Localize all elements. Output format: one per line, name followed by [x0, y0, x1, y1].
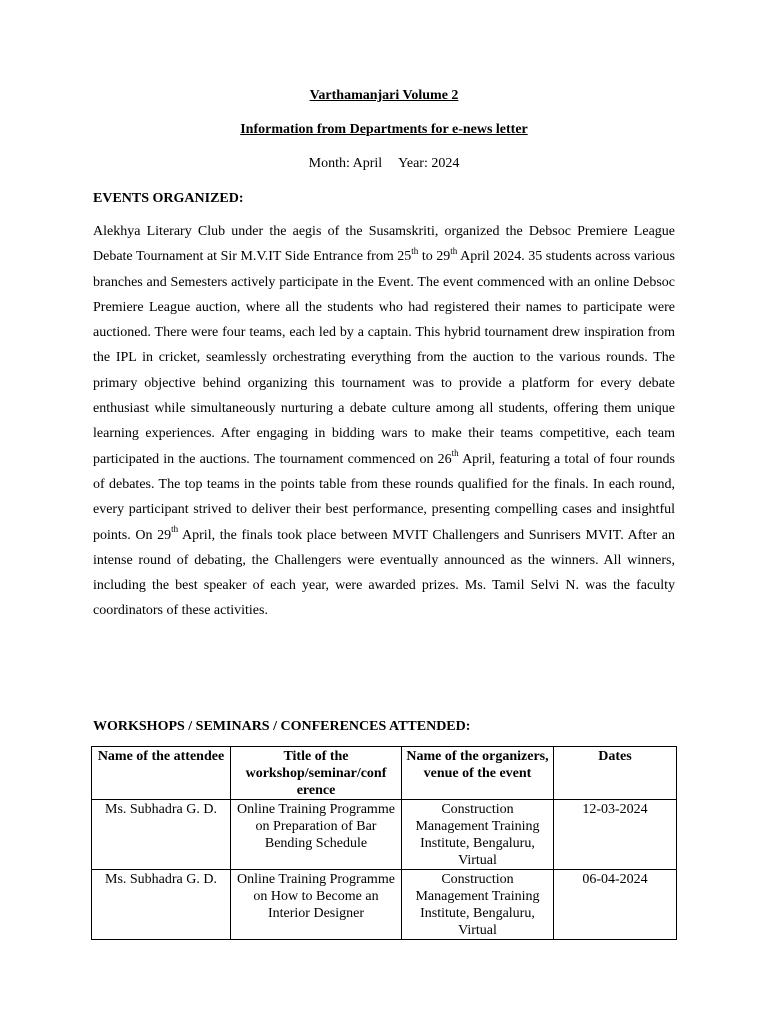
title-cell: Online Training Programme on Preparation of Bar Bending Schedule — [231, 800, 402, 870]
table-row — [92, 870, 677, 940]
workshops-heading: WORKSHOPS / SEMINARS / CONFERENCES ATTENDED: — [93, 719, 471, 734]
column-header-attendee: Name of the attendee — [92, 747, 231, 800]
para-text-4: April, featuring a total of four rounds of debates. The top teams in the points table from these rounds qualified for the finals. In each round, every participant strived to deliver their best performance, presenting compelling cases and insightful points. On 29 — [93, 451, 675, 543]
organizer-cell: Construction Management Training Institute, Bengaluru, Virtual — [402, 870, 554, 940]
month-label: Month: April — [308, 156, 383, 171]
year-label: Year: 2024 — [398, 156, 460, 171]
newsletter-title: Varthamanjari Volume 2 — [309, 88, 459, 103]
superscript: th — [451, 448, 459, 459]
para-text-3: April 2024. 35 students across various branches and Semesters actively participate in the Event. The event commenced with an online Debsoc Premiere League auction, where all the students who had registered their names to participate were auctioned. There were four teams, each led by a captain. This hybrid tournament drew inspiration from the IPL in cricket, seamlessly orchestrating everything from the auction to the various rounds. The primary objective behind organizing this tournament was to provide a platform for every debate enthusiast while simultaneously nurturing a debate culture among all students, offering them unique learning experiences. After engaging in bidding wars to make their teams competitive, each team participated in the auctions. The tournament commenced on 26 — [93, 249, 676, 467]
events-paragraph — [93, 219, 675, 624]
column-header-organizers: Name of the organizers, venue of the event — [402, 747, 554, 800]
superscript: th — [171, 523, 179, 534]
month-year-line — [0, 156, 768, 172]
superscript: th — [450, 245, 458, 256]
newsletter-subtitle: Information from Departments for e-news letter — [240, 122, 528, 137]
organizer-cell: Construction Management Training Institute, Bengaluru, Virtual — [402, 800, 554, 870]
workshops-table — [91, 746, 677, 940]
para-text-1: Alekhya Literary Club under the aegis of the Susamskriti, organized the Debsoc Premiere League Debate Tournament at Sir M.V.IT Side Entrance from 25 — [93, 224, 675, 265]
column-header-title: Title of the workshop/seminar/conf erence — [231, 747, 402, 800]
table-row — [92, 800, 677, 870]
title-cell: Online Training Programme on How to Become an Interior Designer — [231, 870, 402, 940]
date-cell: 12-03-2024 — [554, 800, 677, 870]
column-header-dates: Dates — [554, 747, 677, 800]
para-text-5: April, the finals took place between MVIT Challengers and Sunrisers MVIT. After an intense round of debating, the Challengers were eventually announced as the winners. All winners, including the best speaker of each year, were awarded prizes. Ms. Tamil Selvi N. was the faculty coordinators of these activities. — [93, 527, 675, 619]
events-heading: EVENTS ORGANIZED: — [93, 191, 244, 206]
attendee-cell: Ms. Subhadra G. D. — [92, 800, 231, 870]
date-cell: 06-04-2024 — [554, 870, 677, 940]
superscript: th — [411, 245, 419, 256]
attendee-cell: Ms. Subhadra G. D. — [92, 870, 231, 940]
table-header-row — [92, 747, 677, 800]
para-text-2: to 29 — [418, 249, 451, 265]
